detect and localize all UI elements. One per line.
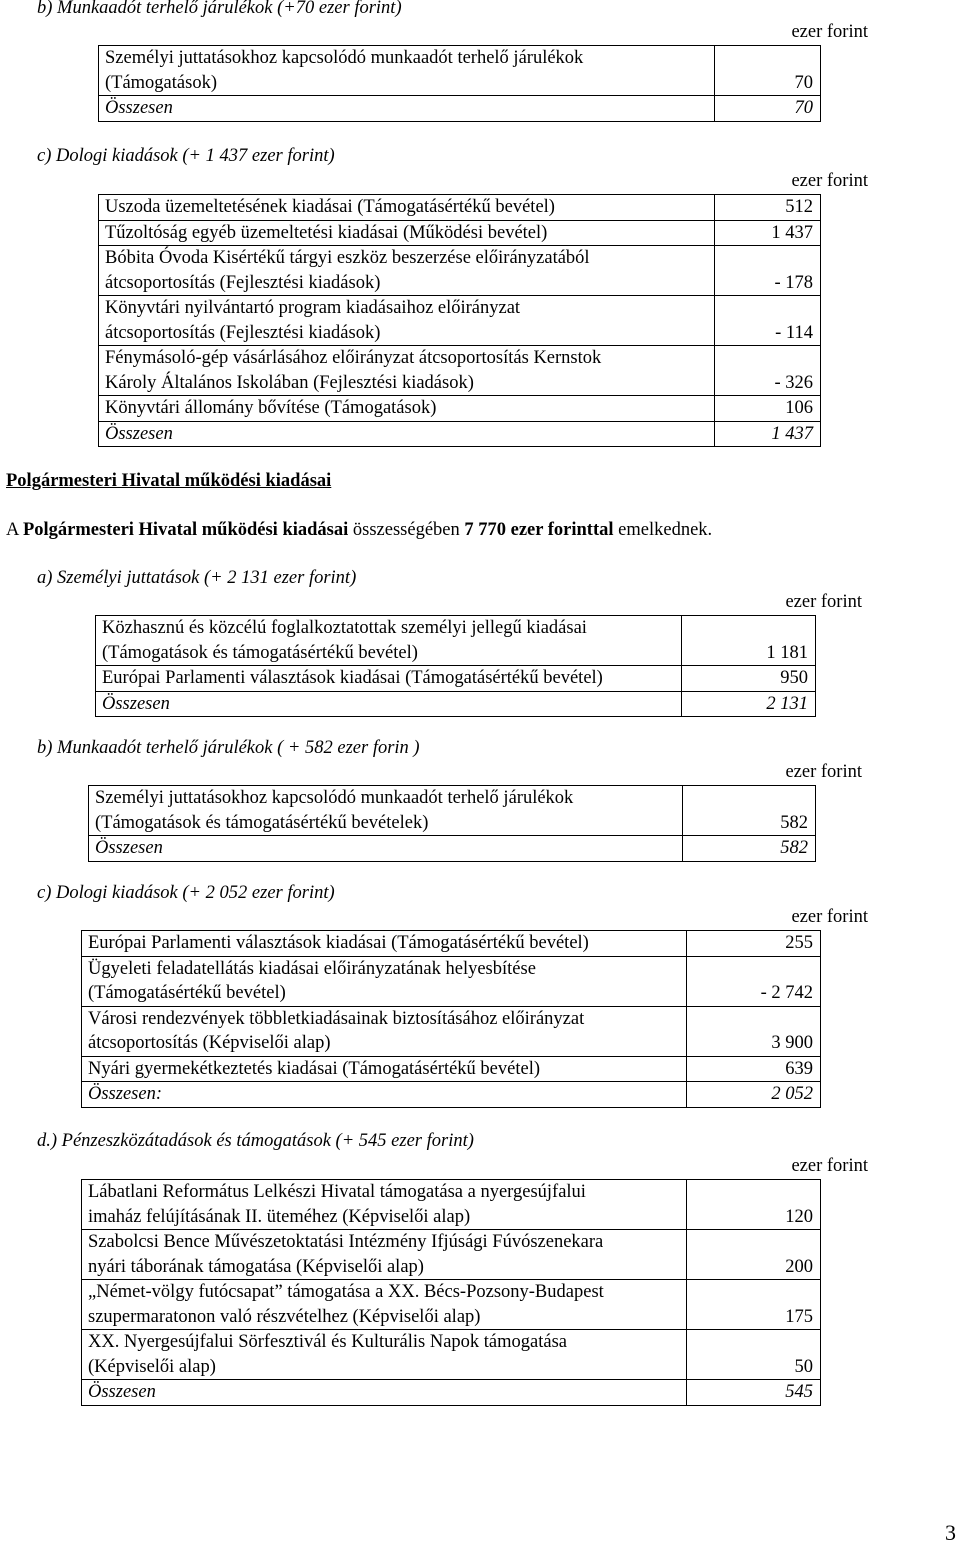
section-heading: b) Munkaadót terhelő járulékok ( + 582 ezer forin ) <box>37 738 420 758</box>
unit-label: ezer forint <box>785 762 862 782</box>
section-heading: d.) Pénzeszközátadások és támogatások (+ 545 ezer forint) <box>37 1131 474 1151</box>
total-value: 582 <box>683 836 816 862</box>
section-heading: a) Személyi juttatások (+ 2 131 ezer forint) <box>37 568 357 588</box>
table-row <box>89 786 816 836</box>
total-label: Összesen <box>99 96 715 122</box>
page-number: 3 <box>945 1520 956 1545</box>
total-value: 2 052 <box>687 1082 821 1108</box>
row-label: Városi rendezvények többletkiadásainak biztosításához előirányzat átcsoportosítás (Képviselői alap) <box>82 1006 687 1056</box>
row-value: 950 <box>682 666 816 692</box>
row-value: 255 <box>687 931 821 957</box>
row-value: 175 <box>687 1280 821 1330</box>
row-label: Európai Parlamenti választások kiadásai (Támogatásértékű bevétel) <box>96 666 682 692</box>
table-s1 <box>98 45 821 122</box>
row-label: Nyári gyermekétkeztetés kiadásai (Támogatásértékű bevétel) <box>82 1056 687 1082</box>
row-label: Személyi juttatásokhoz kapcsolódó munkaadót terhelő járulékok (Támogatások) <box>99 46 715 96</box>
row-value: 70 <box>715 46 821 96</box>
table-s3 <box>95 615 816 717</box>
row-label: „Német-völgy futócsapat” támogatása a XX. Bécs-Pozsony-Budapest szupermaratonon való részvételhez (Képviselői alap) <box>82 1280 687 1330</box>
row-value: 50 <box>687 1330 821 1380</box>
unit-label: ezer forint <box>785 592 862 612</box>
table-row <box>82 1280 821 1330</box>
unit-label: ezer forint <box>791 22 868 42</box>
table-row <box>99 46 821 96</box>
table-row <box>82 956 821 1006</box>
row-label: Könyvtári nyilvántartó program kiadásaihoz előirányzat átcsoportosítás (Fejlesztési kiadások) <box>99 296 715 346</box>
table-row <box>82 1230 821 1280</box>
total-label: Összesen <box>96 691 682 717</box>
row-value: 120 <box>687 1180 821 1230</box>
total-value: 70 <box>715 96 821 122</box>
row-value: - 326 <box>715 346 821 396</box>
row-label: XX. Nyergesújfalui Sörfesztivál és Kulturális Napok támogatása (Képviselői alap) <box>82 1330 687 1380</box>
table-s2 <box>98 194 821 447</box>
total-value: 545 <box>687 1380 821 1406</box>
row-value: 512 <box>715 195 821 221</box>
table-row <box>82 1056 821 1082</box>
row-label: Uszoda üzemeltetésének kiadásai (Támogatásértékű bevétel) <box>99 195 715 221</box>
row-value: - 178 <box>715 246 821 296</box>
row-value: 1 181 <box>682 616 816 666</box>
table-row <box>99 246 821 296</box>
unit-label: ezer forint <box>791 907 868 927</box>
summary-paragraph: A Polgármesteri Hivatal működési kiadásai összességében 7 770 ezer forinttal emelkednek. <box>6 520 713 540</box>
row-value: - 2 742 <box>687 956 821 1006</box>
row-label: Szabolcsi Bence Művészetoktatási Intézmény Ifjúsági Fúvószenekara nyári táborának támogatása (Képviselői alap) <box>82 1230 687 1280</box>
total-row <box>99 96 821 122</box>
row-label: Tűzoltóság egyéb üzemeltetési kiadásai (Működési bevétel) <box>99 220 715 246</box>
row-label: Könyvtári állomány bővítése (Támogatások) <box>99 396 715 422</box>
table-row <box>82 931 821 957</box>
row-label: Európai Parlamenti választások kiadásai (Támogatásértékű bevétel) <box>82 931 687 957</box>
table-row <box>96 666 816 692</box>
section-heading: c) Dologi kiadások (+ 2 052 ezer forint) <box>37 883 335 903</box>
total-row <box>82 1380 821 1406</box>
row-value: 582 <box>683 786 816 836</box>
row-value: 639 <box>687 1056 821 1082</box>
row-label: Lábatlani Református Lelkészi Hivatal támogatása a nyergesújfalui imaház felújításának II. üteméhez (Képviselői alap) <box>82 1180 687 1230</box>
table-row <box>96 616 816 666</box>
unit-label: ezer forint <box>791 1156 868 1176</box>
table-row <box>99 195 821 221</box>
total-label: Összesen <box>89 836 683 862</box>
row-label: Bóbita Óvoda Kisértékű tárgyi eszköz beszerzése előirányzatából átcsoportosítás (Fejlesztési kiadások) <box>99 246 715 296</box>
row-label: Fénymásoló-gép vásárlásához előirányzat átcsoportosítás Kernstok Károly Általános Iskolában (Fejlesztési kiadások) <box>99 346 715 396</box>
total-row <box>96 691 816 717</box>
unit-label: ezer forint <box>791 171 868 191</box>
section-heading: c) Dologi kiadások (+ 1 437 ezer forint) <box>37 146 335 166</box>
total-row <box>99 421 821 447</box>
table-row <box>82 1330 821 1380</box>
total-value: 1 437 <box>715 421 821 447</box>
row-label: Közhasznú és közcélú foglalkoztatottak személyi jellegű kiadásai (Támogatások és támogatásértékű bevétel) <box>96 616 682 666</box>
total-label: Összesen: <box>82 1082 687 1108</box>
total-row <box>89 836 816 862</box>
table-s5 <box>81 930 821 1108</box>
section-heading: b) Munkaadót terhelő járulékok (+70 ezer forint) <box>37 0 402 18</box>
row-value: - 114 <box>715 296 821 346</box>
table-s6 <box>81 1179 821 1406</box>
total-label: Összesen <box>82 1380 687 1406</box>
table-row <box>99 346 821 396</box>
table-row <box>99 220 821 246</box>
row-label: Személyi juttatásokhoz kapcsolódó munkaadót terhelő járulékok (Támogatások és támogatásértékű bevételek) <box>89 786 683 836</box>
row-label: Ügyeleti feladatellátás kiadásai előirányzatának helyesbítése (Támogatásértékű bevétel) <box>82 956 687 1006</box>
row-value: 1 437 <box>715 220 821 246</box>
table-row <box>82 1006 821 1056</box>
row-value: 106 <box>715 396 821 422</box>
total-label: Összesen <box>99 421 715 447</box>
table-s4 <box>88 785 816 862</box>
table-row <box>99 296 821 346</box>
total-row <box>82 1082 821 1108</box>
table-row <box>82 1180 821 1230</box>
total-value: 2 131 <box>682 691 816 717</box>
row-value: 3 900 <box>687 1006 821 1056</box>
table-row <box>99 396 821 422</box>
section-title: Polgármesteri Hivatal működési kiadásai <box>6 471 332 491</box>
row-value: 200 <box>687 1230 821 1280</box>
